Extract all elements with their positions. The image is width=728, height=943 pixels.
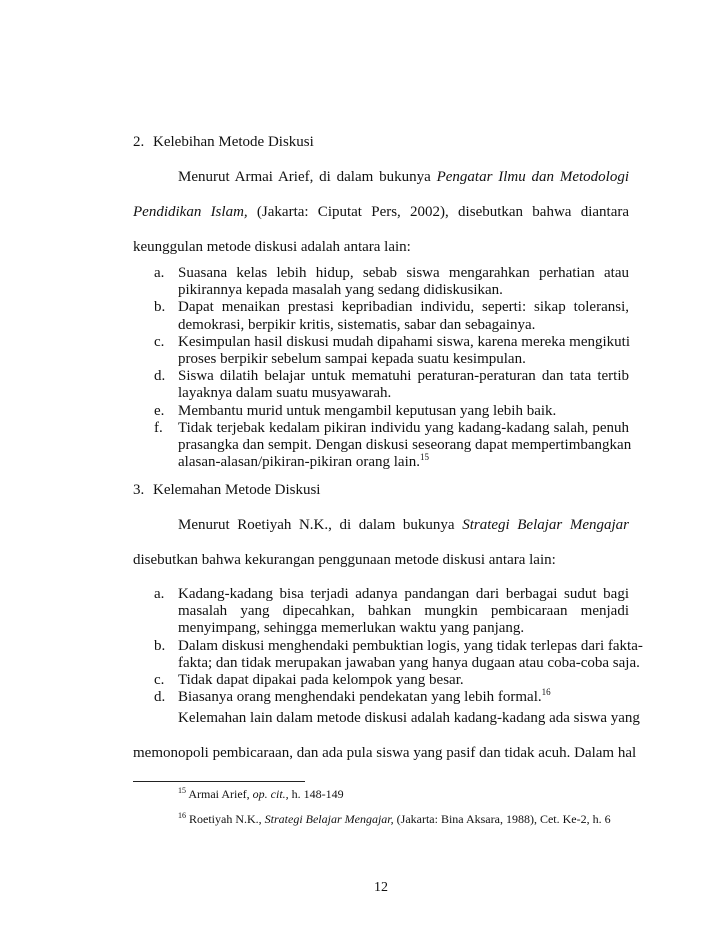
section-3-intro-line-2-wrap bbox=[133, 551, 629, 569]
list-item: a. Kadang-kadang bisa terjadi adanya pandangan dari berbagai sudut bagi masalah yang dipecahkan, bahkan mungkin pembicaraan menjadi menyimpang, sehingga memerlukan waktu yang panjang. bbox=[154, 586, 629, 637]
list-item: b. Dalam diskusi menghendaki pembuktian logis, yang tidak terlepas dari fakta- fakta; dan tidak merupakan jawaban yang hanya dugaan atau coba-coba saja. bbox=[154, 637, 643, 671]
book-title-part-1: Pengatar Ilmu dan Metodologi bbox=[436, 169, 629, 185]
list-item: c. Kesimpulan hasil diskusi mudah dipahami siswa, karena mereka mengikuti proses berpikir sebelum sampai kepada suatu kesimpulan. bbox=[154, 333, 630, 368]
section-2-intro-line-3: keunggulan metode diskusi adalah antara lain: bbox=[133, 239, 411, 255]
section-2-number: 2. bbox=[133, 134, 145, 150]
section-2-intro-line-3-wrap bbox=[133, 238, 629, 256]
closing-paragraph bbox=[133, 709, 640, 727]
section-3-intro-line-1: Menurut Roetiyah N.K., di dalam bukunya Strategi Belajar Mengajar bbox=[178, 517, 629, 533]
closing-line-1: Kelemahan lain dalam metode diskusi adalah kadang-kadang ada siswa yang bbox=[178, 710, 640, 726]
section-2-intro-paragraph bbox=[133, 168, 629, 186]
closing-line-2-wrap bbox=[133, 744, 637, 762]
closing-line-2: memonopoli pembicaraan, dan ada pula siswa yang pasif dan tidak acuh. Dalam hal bbox=[133, 745, 637, 761]
list-item: b. Dapat menaikan prestasi kepribadian individu, seperti: sikap toleransi, demokrasi, berpikir kritis, sistematis, sabar dan sebagainya. bbox=[154, 299, 629, 333]
section-3-intro-line-2: disebutkan bahwa kekurangan penggunaan metode diskusi antara lain: bbox=[133, 552, 556, 568]
section-3-intro-paragraph bbox=[133, 516, 629, 534]
list-item-last-line: Biasanya orang menghendaki pendekatan yang lebih formal.$^{16}$ bbox=[178, 687, 551, 706]
section-3-list bbox=[154, 586, 643, 706]
section-2-intro-line-2: Pendidikan Islam, (Jakarta: Ciputat Pers, 2002), disebutkan bahwa diantara bbox=[133, 204, 630, 220]
list-item: a. Suasana kelas lebih hidup, sebab siswa mengarahkan perhatian atau pikirannya kepada masalah yang sedang didiskusikan. bbox=[154, 265, 629, 299]
list-item: d. Biasanya orang menghendaki pendekatan yang lebih formal.$^{16}$ bbox=[154, 689, 629, 706]
book-title-part-2: Pendidikan Islam, bbox=[133, 204, 248, 220]
section-2-intro-line-2-wrap bbox=[133, 203, 629, 221]
section-2-heading bbox=[133, 133, 314, 151]
footnote-separator bbox=[133, 781, 305, 782]
footnote-15: $^{15}$ Armai Arief, op. cit., h. 148-149 bbox=[178, 786, 344, 801]
section-3-heading bbox=[133, 481, 320, 499]
list-item: e. Membantu murid untuk mengambil keputusan yang lebih baik. bbox=[154, 402, 557, 419]
section-2-title: Kelebihan Metode Diskusi bbox=[153, 134, 314, 150]
list-item: f. Tidak terjebak kedalam pikiran individu yang kadang-kadang salah, penuh prasangka dan sempit. Dengan diskusi seseorang dapat mempertimbangkan alasan-alasan/pikiran-pikiran orang lain.$^{15}$ bbox=[154, 419, 632, 471]
list-item-last-line: alasan-alasan/pikiran-pikiran orang lain.$^{15}$ bbox=[178, 452, 429, 471]
list-item: c. Tidak dapat dipakai pada kelompok yang besar. bbox=[154, 672, 464, 689]
section-2-intro-line-1: Menurut Armai Arief, di dalam bukunya Pengatar Ilmu dan Metodologi bbox=[178, 169, 629, 185]
section-3-title: Kelemahan Metode Diskusi bbox=[153, 482, 321, 498]
page-number: 12 bbox=[374, 880, 388, 895]
footnote-ref-16[interactable]: 16 bbox=[541, 687, 551, 698]
section-3-number: 3. bbox=[133, 482, 145, 498]
list-item: d. Siswa dilatih belajar untuk mematuhi peraturan-peraturan dan tata tertib layaknya dalam suatu musyawarah. bbox=[154, 368, 629, 402]
section-2-list bbox=[154, 265, 632, 471]
footnote-ref-15[interactable]: 15 bbox=[420, 452, 429, 463]
footnote-16: $^{16}$ Roetiyah N.K., Strategi Belajar Mengajar, (Jakarta: Bina Aksara, 1988), Cet. Ke-2, h. 6 bbox=[178, 811, 611, 826]
book-title: Strategi Belajar Mengajar bbox=[462, 517, 629, 533]
